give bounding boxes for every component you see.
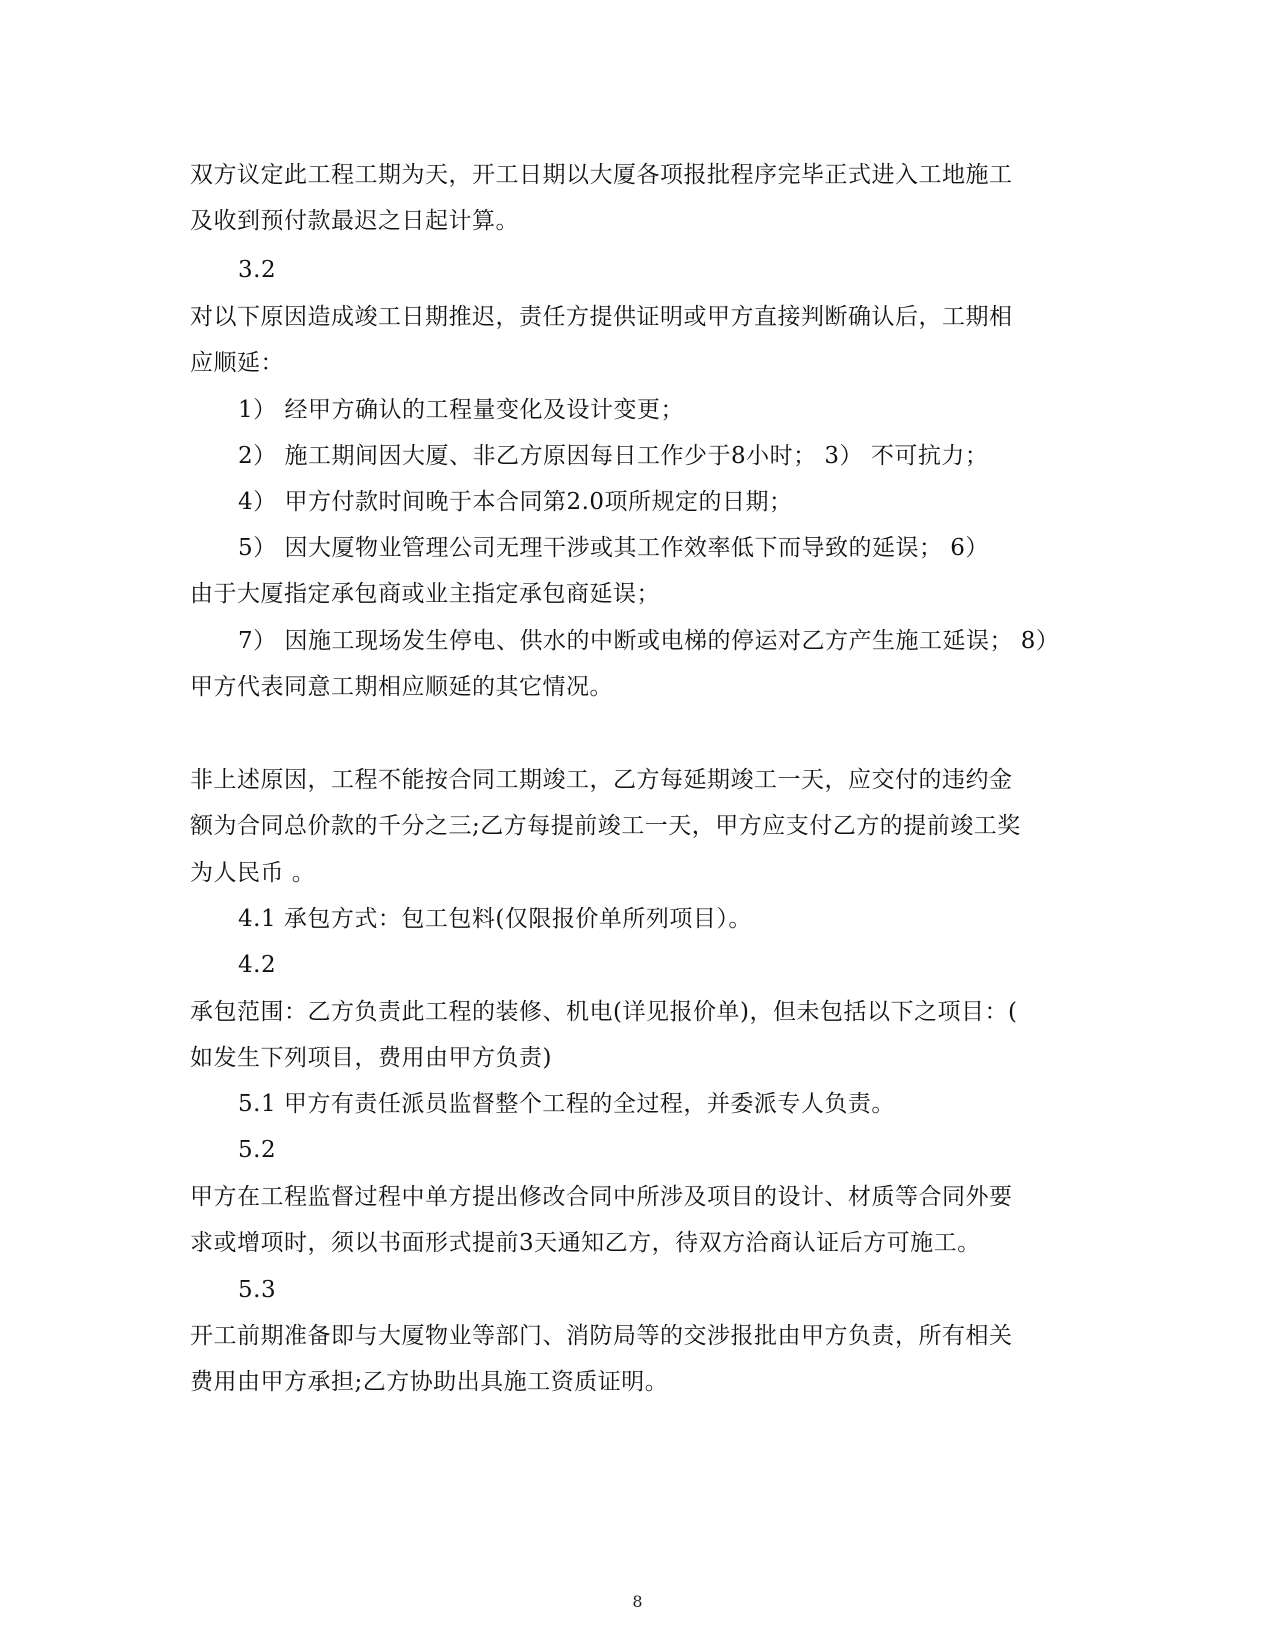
clause-number: 3.2 bbox=[238, 257, 277, 283]
paragraph-line: 为人民币 。 bbox=[190, 860, 316, 886]
paragraph-line: 对以下原因造成竣工日期推迟，责任方提供证明或甲方直接判断确认后，工期相 bbox=[190, 304, 1013, 330]
paragraph-line: 应顺延： bbox=[190, 350, 284, 376]
paragraph-line: 非上述原因，工程不能按合同工期竣工，乙方每延期竣工一天，应交付的违约金 bbox=[190, 767, 1013, 793]
paragraph-line: 如发生下列项目，费用由甲方负责) bbox=[190, 1045, 552, 1071]
paragraph-line: 额为合同总价款的千分之三;乙方每提前竣工一天，甲方应支付乙方的提前竣工奖 bbox=[190, 813, 1021, 839]
list-item: 4） 甲方付款时间晚于本合同第2.0项所规定的日期； bbox=[238, 489, 793, 515]
paragraph-line: 费用由甲方承担;乙方协助出具施工资质证明。 bbox=[190, 1369, 669, 1395]
clause-line: 4.1 承包方式：包工包料(仅限报价单所列项目）。 bbox=[238, 906, 752, 932]
clause-line: 5.1 甲方有责任派员监督整个工程的全过程，并委派专人负责。 bbox=[238, 1091, 895, 1117]
clause-number: 5.2 bbox=[238, 1137, 277, 1163]
list-item: 5） 因大厦物业管理公司无理干涉或其工作效率低下而导致的延误； 6） bbox=[238, 535, 989, 561]
list-item-continued: 由于大厦指定承包商或业主指定承包商延误； bbox=[190, 581, 660, 607]
paragraph-line: 甲方在工程监督过程中单方提出修改合同中所涉及项目的设计、材质等合同外要 bbox=[190, 1184, 1013, 1210]
list-item: 2） 施工期间因大厦、非乙方原因每日工作少于8小时； 3） 不可抗力； bbox=[238, 443, 989, 469]
page-number: 8 bbox=[632, 1592, 643, 1611]
clause-number: 5.3 bbox=[238, 1277, 277, 1303]
list-item-continued: 甲方代表同意工期相应顺延的其它情况。 bbox=[190, 674, 613, 700]
paragraph-line: 开工前期准备即与大厦物业等部门、消防局等的交涉报批由甲方负责，所有相关 bbox=[190, 1323, 1013, 1349]
clause-number: 4.2 bbox=[238, 952, 277, 978]
paragraph-line: 及收到预付款最迟之日起计算。 bbox=[190, 208, 519, 234]
paragraph-line: 双方议定此工程工期为天，开工日期以大厦各项报批程序完毕正式进入工地施工 bbox=[190, 162, 1013, 188]
list-item: 1） 经甲方确认的工程量变化及设计变更； bbox=[238, 397, 684, 423]
paragraph-line: 求或增项时，须以书面形式提前3天通知乙方，待双方洽商认证后方可施工。 bbox=[190, 1230, 981, 1256]
list-item: 7） 因施工现场发生停电、供水的中断或电梯的停运对乙方产生施工延误； 8） bbox=[238, 628, 1060, 654]
paragraph-line: 承包范围：乙方负责此工程的装修、机电(详见报价单)，但未包括以下之项目：( bbox=[190, 999, 1018, 1025]
